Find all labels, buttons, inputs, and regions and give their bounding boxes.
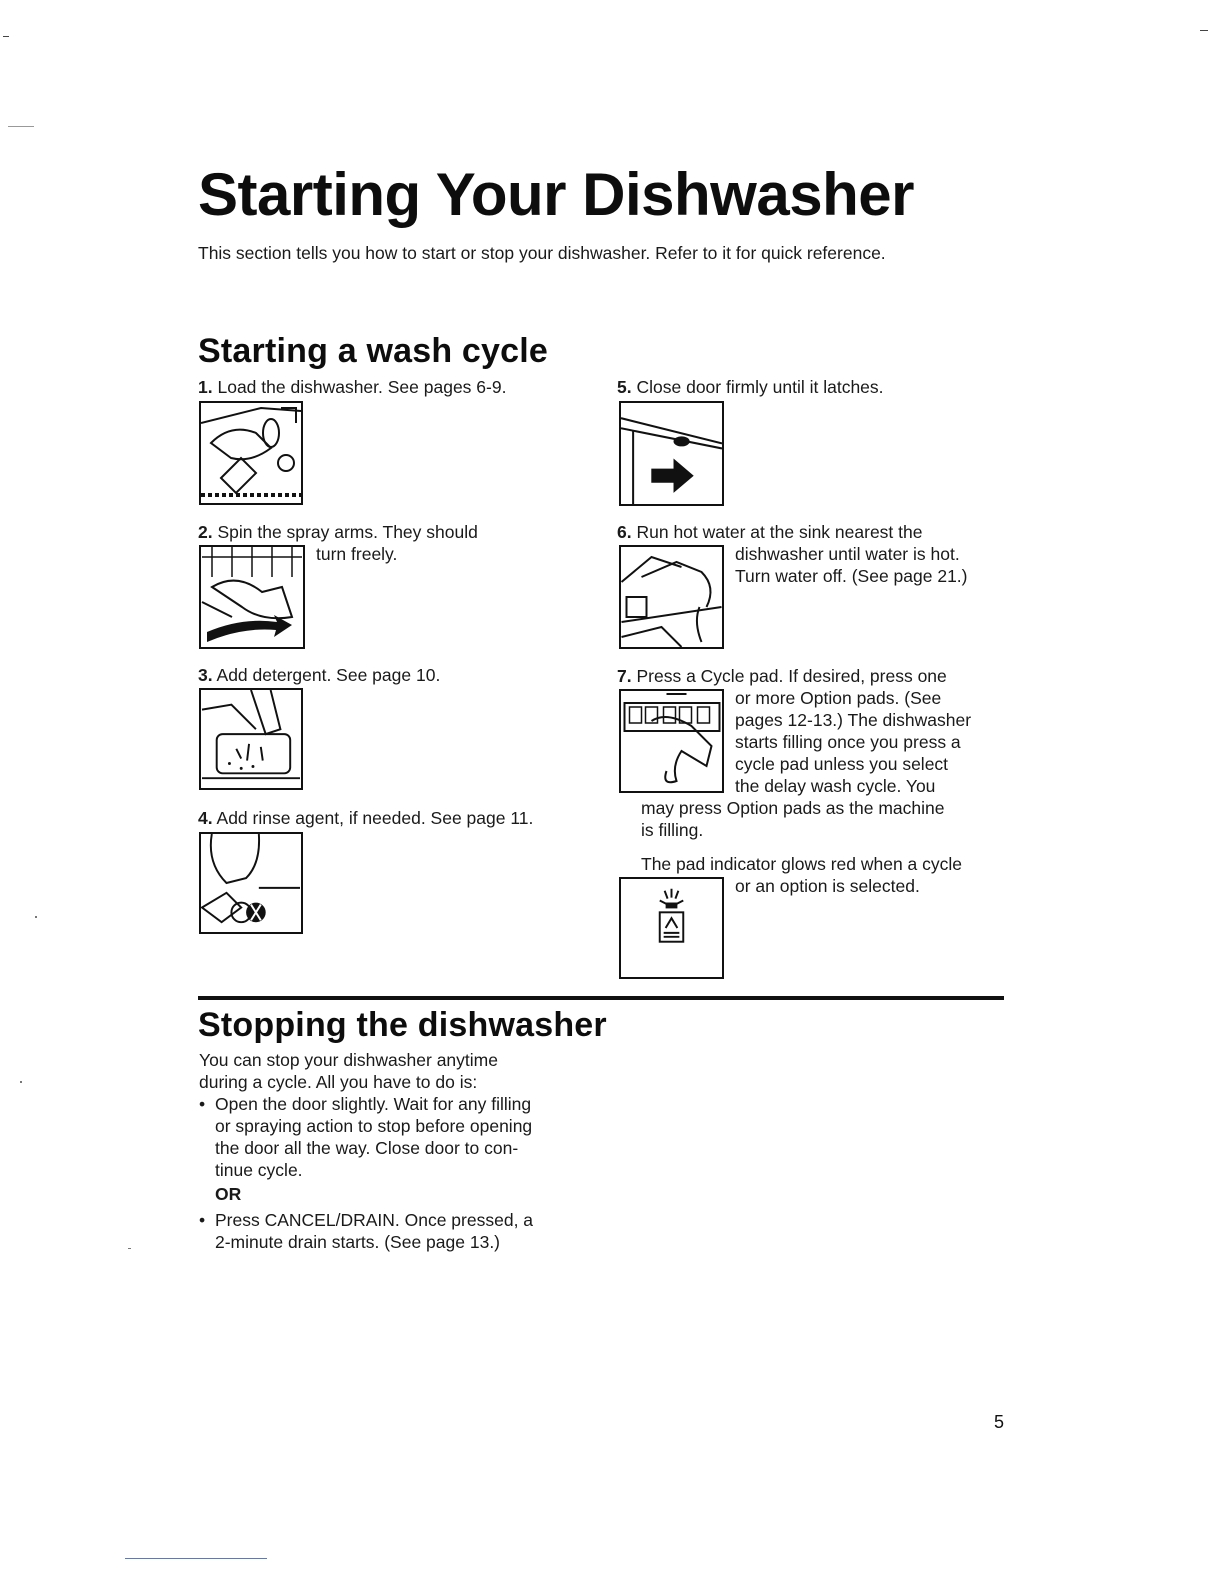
or-label: OR bbox=[215, 1184, 242, 1204]
list-item bbox=[199, 1209, 619, 1253]
text-line: tinue cycle. bbox=[215, 1160, 303, 1180]
footer-line bbox=[125, 1558, 267, 1559]
text-line: Press CANCEL/DRAIN. Once pressed, a bbox=[215, 1210, 534, 1230]
spray-arm-illustration bbox=[199, 545, 305, 649]
step-text: Spin the spray arms. They should bbox=[217, 522, 478, 542]
step-number: 3. bbox=[198, 665, 213, 685]
section-divider bbox=[198, 996, 1004, 1000]
page-number: 5 bbox=[994, 1412, 1005, 1432]
step-text: Close door firmly until it latches. bbox=[636, 377, 884, 397]
step-number: 5. bbox=[617, 377, 632, 397]
page-intro: This section tells you how to start or stop your dishwasher. Refer to it for quick reference. bbox=[198, 243, 886, 263]
step-number: 4. bbox=[198, 808, 213, 828]
step-3 bbox=[198, 664, 440, 686]
scan-mark bbox=[8, 126, 34, 127]
step-2-continued: turn freely. bbox=[316, 544, 398, 564]
step-2 bbox=[198, 521, 478, 543]
text-line: the delay wash cycle. You bbox=[735, 776, 936, 796]
text-line: the door all the way. Close door to con- bbox=[215, 1138, 519, 1158]
text-line: or more Option pads. (See bbox=[735, 688, 942, 708]
scan-mark bbox=[35, 916, 37, 918]
door-latch-illustration bbox=[619, 401, 724, 506]
step-number: 7. bbox=[617, 666, 632, 686]
page-title: Starting Your Dishwasher bbox=[198, 161, 914, 228]
step-7 bbox=[617, 665, 947, 687]
scan-mark bbox=[3, 36, 9, 37]
step-text: Press a Cycle pad. If desired, press one bbox=[636, 666, 947, 686]
text-line: dishwasher until water is hot. bbox=[735, 544, 960, 564]
step-text: Load the dishwasher. See pages 6-9. bbox=[217, 377, 507, 397]
section-heading-starting: Starting a wash cycle bbox=[198, 332, 549, 370]
section-heading-stopping: Stopping the dishwasher bbox=[198, 1006, 607, 1044]
stop-section-body bbox=[199, 1049, 619, 1253]
text-line: 2-minute drain starts. (See page 13.) bbox=[215, 1232, 501, 1252]
indicator-note: The pad indicator glows red when a cycle bbox=[641, 854, 963, 874]
text-line: during a cycle. All you have to do is: bbox=[199, 1072, 478, 1092]
step-number: 2. bbox=[198, 522, 213, 542]
bullet: • bbox=[199, 1094, 206, 1114]
text-line: pages 12-13.) The dishwasher bbox=[735, 710, 972, 730]
pad-indicator-illustration bbox=[619, 877, 724, 979]
text-line: cycle pad unless you select bbox=[735, 754, 949, 774]
text-line: is filling. bbox=[641, 820, 704, 840]
text-line: Turn water off. (See page 21.) bbox=[735, 566, 968, 586]
stop-options-list-2 bbox=[199, 1209, 619, 1253]
step-6 bbox=[617, 521, 922, 543]
text-line: or spraying action to stop before opening bbox=[215, 1116, 533, 1136]
text-line: starts filling once you press a bbox=[735, 732, 961, 752]
list-item bbox=[199, 1093, 619, 1181]
step-number: 6. bbox=[617, 522, 632, 542]
step-7-after bbox=[641, 797, 945, 841]
step-number: 1. bbox=[198, 377, 213, 397]
stop-options-list bbox=[199, 1093, 619, 1181]
step-text: Run hot water at the sink nearest the bbox=[636, 522, 923, 542]
scan-mark bbox=[20, 1081, 22, 1083]
scan-mark bbox=[128, 1248, 131, 1249]
detergent-illustration bbox=[199, 688, 303, 790]
step-6-continued bbox=[735, 543, 968, 587]
text-line: You can stop your dishwasher anytime bbox=[199, 1050, 498, 1070]
indicator-note-continued: or an option is selected. bbox=[735, 876, 920, 896]
text-line: Open the door slightly. Wait for any filling bbox=[215, 1094, 532, 1114]
cycle-pad-illustration bbox=[619, 689, 724, 793]
step-text: Add detergent. See page 10. bbox=[216, 665, 441, 685]
dishwasher-loading-illustration bbox=[199, 401, 303, 505]
scan-mark bbox=[1200, 30, 1208, 31]
rinse-agent-illustration bbox=[199, 832, 303, 934]
step-7-continued bbox=[735, 687, 971, 797]
step-1 bbox=[198, 376, 506, 398]
step-4 bbox=[198, 807, 533, 829]
sink-faucet-illustration bbox=[619, 545, 724, 649]
step-5 bbox=[617, 376, 884, 398]
step-text: Add rinse agent, if needed. See page 11. bbox=[216, 808, 534, 828]
bullet: • bbox=[199, 1210, 206, 1230]
text-line: may press Option pads as the machine bbox=[641, 798, 945, 818]
